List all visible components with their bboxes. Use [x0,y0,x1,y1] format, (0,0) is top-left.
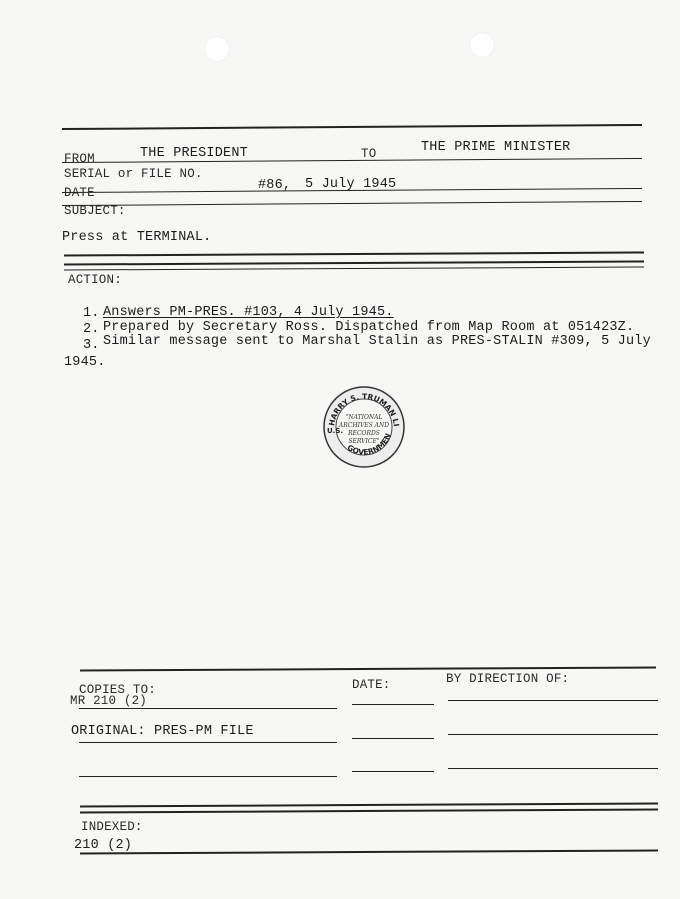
action-continuation: 1945. [64,355,106,370]
action-label: ACTION: [68,273,122,287]
action-item-3-num: 3. [83,338,100,353]
stamp-bottom-text: GOVERNMEN [345,432,393,457]
footer-double-rule-2 [80,808,658,813]
copies-label: COPIES TO: [79,683,157,697]
action-item-3-text: Similar message sent to Marshal Stalin as PRES-STALIN #309, 5 July [103,334,651,349]
action-item-2-text: Prepared by Secretary Ross. Dispatched from Map Room at 051423Z. [103,320,635,335]
date-rule [62,201,642,206]
to-label: TO [361,147,377,161]
action-item-2-num: 2. [83,322,100,337]
serial-value: #86, [258,178,292,193]
stamp-seal [322,385,406,469]
original-file: ORIGINAL: PRES-PM FILE [71,724,254,739]
stamp-left-text: U.S. [327,427,344,435]
stamp-line-2: ARCHIVES AND [338,422,390,429]
serial-label: SERIAL or FILE NO. [64,167,203,181]
footer-double-rule-1 [80,802,658,807]
bottom-rule [80,849,658,854]
action-item-1-text: Answers PM-PRES. #103, 4 July 1945. [103,305,394,320]
original-line [79,742,337,743]
direction-line-3 [448,768,658,769]
stamp-line-3: RECORDS [348,430,380,437]
date-value: 5 July 1945 [305,177,397,192]
truman-library-stamp [322,385,406,469]
direction-line-2 [448,734,658,735]
stamp-line-4: SERVICE" [348,438,380,445]
punch-hole-left [204,36,230,62]
from-label: FROM [64,152,95,166]
footer-date-line-1 [352,704,434,705]
blank-line-1 [79,776,337,777]
date-label: DATE [64,186,95,200]
footer-date-line-3 [352,771,434,772]
punch-hole-right [469,32,495,58]
action-item-1-num: 1. [83,306,100,321]
copies-line [79,708,337,709]
copies-value: MR 210 (2) [70,694,148,708]
footer-top-rule [80,666,656,671]
action-rule-3 [64,266,644,270]
action-rule-1 [64,251,644,256]
to-value: THE PRIME MINISTER [421,140,571,155]
indexed-value: 210 (2) [74,838,133,853]
subject-label: SUBJECT: [64,204,126,218]
footer-date-label: DATE: [352,678,391,692]
action-rule-2 [64,260,644,265]
stamp-outer-text: HARRY S. TRUMAN LI [327,391,401,427]
from-value: THE PRESIDENT [140,146,248,161]
footer-date-line-2 [352,738,434,739]
direction-label: BY DIRECTION OF: [446,672,570,686]
top-rule [62,124,642,130]
subject-value: Press at TERMINAL. [62,230,212,245]
stamp-line-1: "NATIONAL [345,414,383,421]
direction-line-1 [448,700,658,701]
indexed-label: INDEXED: [81,820,143,834]
